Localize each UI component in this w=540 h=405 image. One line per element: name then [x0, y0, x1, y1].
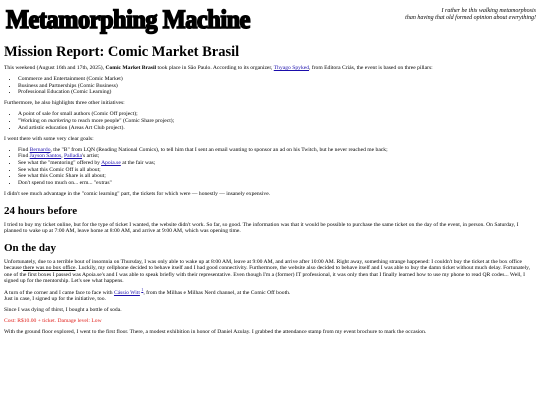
goals-list: [4, 147, 536, 187]
jayson-santos-link[interactable]: Jayson Santos: [29, 153, 62, 160]
goal-text: ,: [61, 153, 65, 160]
list-item: [18, 147, 536, 154]
site-logo[interactable]: [4, 4, 254, 36]
tagline-line-1: I rather be this walking metamorphosis: [441, 8, 536, 14]
bernardo-link[interactable]: Bernardo: [29, 146, 51, 153]
logo-text: Metamorphing Machine: [6, 5, 250, 34]
tagline-line-2: than having that old formed opinion about everything!: [405, 15, 536, 21]
section-24-hours-paragraph: I tried to buy my ticket online, but for the type of ticket I wanted, the website didn't work. So far, so good. The information was that it would be possible to purchase the same ticket on the day of the event, in person. On Saturday, I planned to wake up at 7:00 AM, leave home at 8:00 AM, and arrive at 9:00 AM, which was opening time.: [4, 221, 519, 235]
logo-wordmark: [4, 4, 254, 36]
initiatives-list: [4, 111, 536, 131]
site-header: [4, 4, 536, 42]
intro-text-3: , from Editora Criás, the event is based on three pillars:: [309, 65, 433, 71]
goal-text: 's artist;: [82, 153, 100, 160]
on-the-day-paragraph-1: [4, 259, 536, 285]
paragraph-text: Unfortunately, due to a terrible bout of insomnia on Thursday, I was only able to wake up at 8:00 AM, leave at 9:00 AM, and arrive after 10:00 AM. Right away, something strange happened: I couldn't buy the ticket at the box office because: [4, 258, 522, 272]
underlined-text: there was no box office: [23, 265, 76, 272]
event-name: Comic Market Brasil: [105, 65, 157, 71]
intro-text-2: took place in São Paulo. According to its organizer,: [156, 65, 274, 71]
soda-paragraph: Since I was dying of thirst, I bought a bottle of soda.: [4, 307, 122, 314]
intro-text-1: This weekend (August 16th and 17th, 2025),: [4, 65, 106, 71]
palladia-link[interactable]: Palladia: [64, 153, 83, 160]
list-item: • Don't spend too much on... erm... "extras": [18, 180, 536, 187]
paragraph-text: , from the Milhas e Milhas Nerd channel, at the Comic Off booth.: [143, 289, 291, 296]
paragraph-text: . Luckily, my cellphone decided to behave itself and I had good connectivity. Furthermore, the website also decided to behave itself and I was able to buy the damn ticket without much delay. Fortunately, one of the first boxes I passed was Apoia.se's and I was able to speak briefly with their representative. Even though I'm a (former) IT professional, it was only then that I finally learned how to use my phone to read QR codes... Well, I signed up for the mentorship. Let's see what happens.: [4, 265, 530, 285]
list-item: [18, 118, 536, 125]
on-the-day-paragraph-2: [4, 286, 536, 303]
goal-text: at the fair was;: [120, 160, 156, 167]
footnote-1-link[interactable]: 1: [141, 286, 144, 292]
cassio-witt-link[interactable]: Cássio Witt: [113, 289, 140, 296]
organizer-link[interactable]: Thyago Spyked: [273, 65, 310, 71]
initiative-text: to reach more people" (Comic Share project);: [70, 118, 175, 125]
section-heading-on-the-day: On the day: [4, 241, 56, 254]
paragraph-text: Just in case, I signed up for the initiative, too.: [4, 296, 106, 303]
initiative-emphasis: marketing: [48, 118, 71, 125]
list-item: • And artistic education (Areas Art Club project).: [18, 125, 536, 132]
list-item: • A point of sale for small authors (Comic Off project);: [18, 111, 536, 118]
list-item: • See what this Comic Off is all about;: [18, 167, 536, 174]
list-item: • Commerce and Entertainment (Comic Market): [18, 76, 536, 83]
goal-text: Find: [18, 146, 30, 153]
goal-text: Find: [18, 153, 30, 160]
initiative-text: "Working on: [18, 118, 49, 125]
section-heading-24-hours: 24 hours before: [4, 204, 78, 217]
list-item: • Business and Partnerships (Comic Business): [18, 83, 536, 90]
apoia-se-link[interactable]: Apoia.se: [101, 160, 121, 167]
article-title: Mission Report: Comic Market Brasil: [4, 44, 240, 60]
goals-intro: I went there with some very clear goals:: [4, 135, 94, 142]
pillars-list: [4, 76, 536, 96]
damage-report: Cost: R$10.00 + ticket. Damage level: Low: [4, 318, 102, 325]
list-item: • See what this Comic Share is all about;: [18, 173, 536, 180]
list-item: • Professional Education (Comic Learning): [18, 89, 536, 96]
paragraph-text: A turn of the corner and I came face to face with: [4, 289, 114, 296]
site-tagline: [405, 8, 536, 22]
learning-note: I didn't see much advantage in the "comic learning" part, the tickets for which were — honestly — insanely expensive.: [4, 190, 271, 197]
goal-text: , the "B" from LQN (Reading National Comics), to tell him that I sent an email wanting to sponsor an ad on his Twitch, but he never reached me back;: [50, 146, 388, 153]
list-item: [18, 160, 536, 167]
goal-text: See what the "mentoring" offered by: [18, 160, 102, 167]
initiatives-intro: Furthermore, he also highlights three other initiatives:: [4, 100, 125, 107]
intro-paragraph: [4, 65, 536, 72]
first-floor-paragraph: With the ground floor explored, I went to the first floor. There, a modest exhibition in honor of Daniel Azulay. I grabbed the attendance stamp from my event brochure to mark the occasion.: [4, 329, 427, 336]
